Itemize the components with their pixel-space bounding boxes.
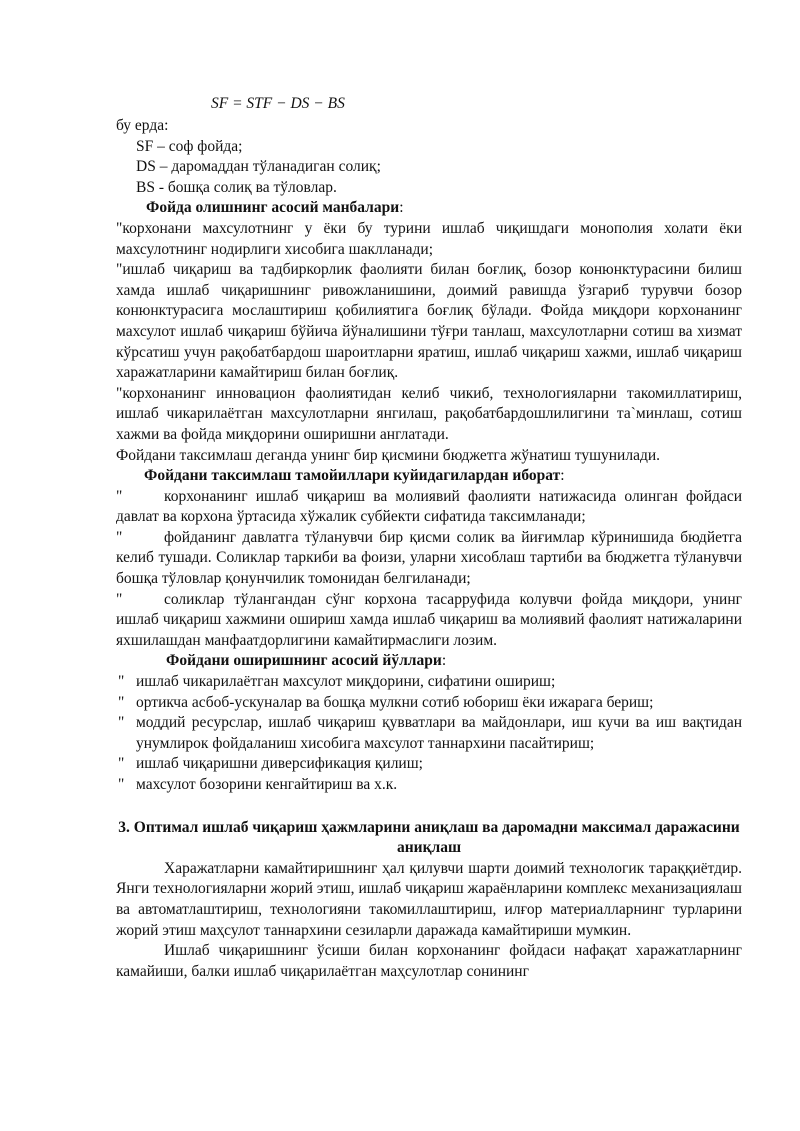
document-page bbox=[116, 92, 742, 982]
sources-heading: Фойда олишнинг асосий манбалари: bbox=[146, 199, 404, 217]
distribution-intro: Фойдани таксимлаш деганда унинг бир қисмини бюджетга жўнатиш тушунилади. bbox=[116, 446, 661, 464]
distribution-item: " корхонанинг ишлаб чиқариш ва молиявий фаолияти натижасида олинган фойдаси давлат ва корхона ўртасида хўжалик субйекти сифатида таксимланади; bbox=[116, 487, 742, 526]
increase-item: " ортикча асбоб-ускуналар ва бошқа мулкни сотиб юбориш ёки ижарага бериш; bbox=[118, 693, 654, 711]
increase-item: " ишлаб чиқаришни диверсификация қилиш; bbox=[118, 755, 423, 773]
increase-item: " махсулот бозорини кенгайтириш ва х.к. bbox=[118, 776, 398, 793]
profit-formula: SF = STF − DS − BS bbox=[211, 95, 345, 112]
section-paragraph: Ишлаб чиқаришнинг ўсиши билан корхонанинг фойдаси нафақат харажатларнинг камайиши, балки ишлаб чиқарилаётган маҳсулотлар сонининг bbox=[116, 942, 742, 980]
increase-heading: Фойдани оширишнинг асосий йўллари: bbox=[166, 652, 447, 670]
increase-item: " моддий ресурслар, ишлаб чиқариш қувватлари ва майдонлари, иш кучи ва иш вақтидан унумлирок фойдаланиш хисобига махсулот таннархини пасайтириш; bbox=[118, 714, 742, 752]
distribution-heading: Фойдани таксимлаш тамойиллари куйидагилардан иборат: bbox=[144, 467, 565, 485]
section-title: 3. Оптимал ишлаб чиқариш ҳажмларини аниқлаш ва даромадни максимал даражасини аниқлаш bbox=[118, 818, 740, 857]
definition-bs: BS - бошқа солиқ ва тўловлар. bbox=[136, 178, 337, 196]
source-paragraph: "корхонани махсулотнинг у ёки бу турини ишлаб чиқишдаги монополия холати ёки махсулотнинг нодирлиги хисобига шаклланади; bbox=[116, 219, 742, 258]
definition-ds: DS – даромаддан тўланадиган солиқ; bbox=[136, 158, 381, 176]
definition-sf: SF – соф фойда; bbox=[136, 137, 243, 155]
distribution-item: " фойданинг давлатга тўланувчи бир қисми солик ва йиғимлар кўринишида бюдйетга келиб тушади. Соликлар таркиби ва фоизи, уларни хисоблаш тартиби ва бюджетга тўланувчи бошқа тўловлар қонунчилик томонидан белгиланади; bbox=[116, 528, 742, 588]
source-paragraph: "ишлаб чиқариш ва тадбиркорлик фаолияти билан боғлиқ, бозор конюнктурасини билиш хамда ишлаб чиқаришнинг ривожланишини, доимий равишда ўзгариб турувчи бозор конюнктурасига мослаштириш қобилиятига боғлиқ бўлади. Фойда миқдори корхонанинг махсулот ишлаб чиқариш бўйича йўналишини тўғри танлаш, махсулотларни сотиш ва хизмат кўрсатиш учун рақобатбардош шароитларни яратиш, ишлаб чиқариш хажми, ишлаб чиқариш харажатларини камайтириш билан боғлиқ. bbox=[116, 261, 742, 382]
increase-item: " ишлаб чикарилаётган махсулот миқдорини, сифатини ошириш; bbox=[118, 673, 556, 691]
distribution-item: " соликлар тўлангандан сўнг корхона тасарруфида колувчи фойда миқдори, унинг ишлаб чиқариш хажмини ошириш хамда ишлаб чиқариш ва молиявий фаолият натижаларини яхшилашдан манфаатдорлигини камайтирмаслиги лозим. bbox=[116, 590, 742, 649]
source-paragraph: "корхонанинг инновацион фаолиятидан келиб чикиб, технологияларни такомиллатириш, ишлаб чикарилаётган махсулотларни янгилаш, рақобатбардошлилигини та`минлаш, сотиш хажми ва фойда миқдорини оширишни англатади. bbox=[116, 384, 742, 443]
section-paragraph: Харажатларни камайтиришнинг ҳал қилувчи шарти доимий технологик тараққиётдир. Янги технологияларни жорий этиш, ишлаб чиқариш жараёнларини комплекс механизациялаш ва автоматлаштириш, технологияни такомиллаштириш, илғор материалларнинг турларини жорий этиш маҳсулот таннархини сезиларли даражада камайтириши мумкин. bbox=[116, 859, 742, 939]
where-label: бу ерда: bbox=[116, 117, 169, 134]
